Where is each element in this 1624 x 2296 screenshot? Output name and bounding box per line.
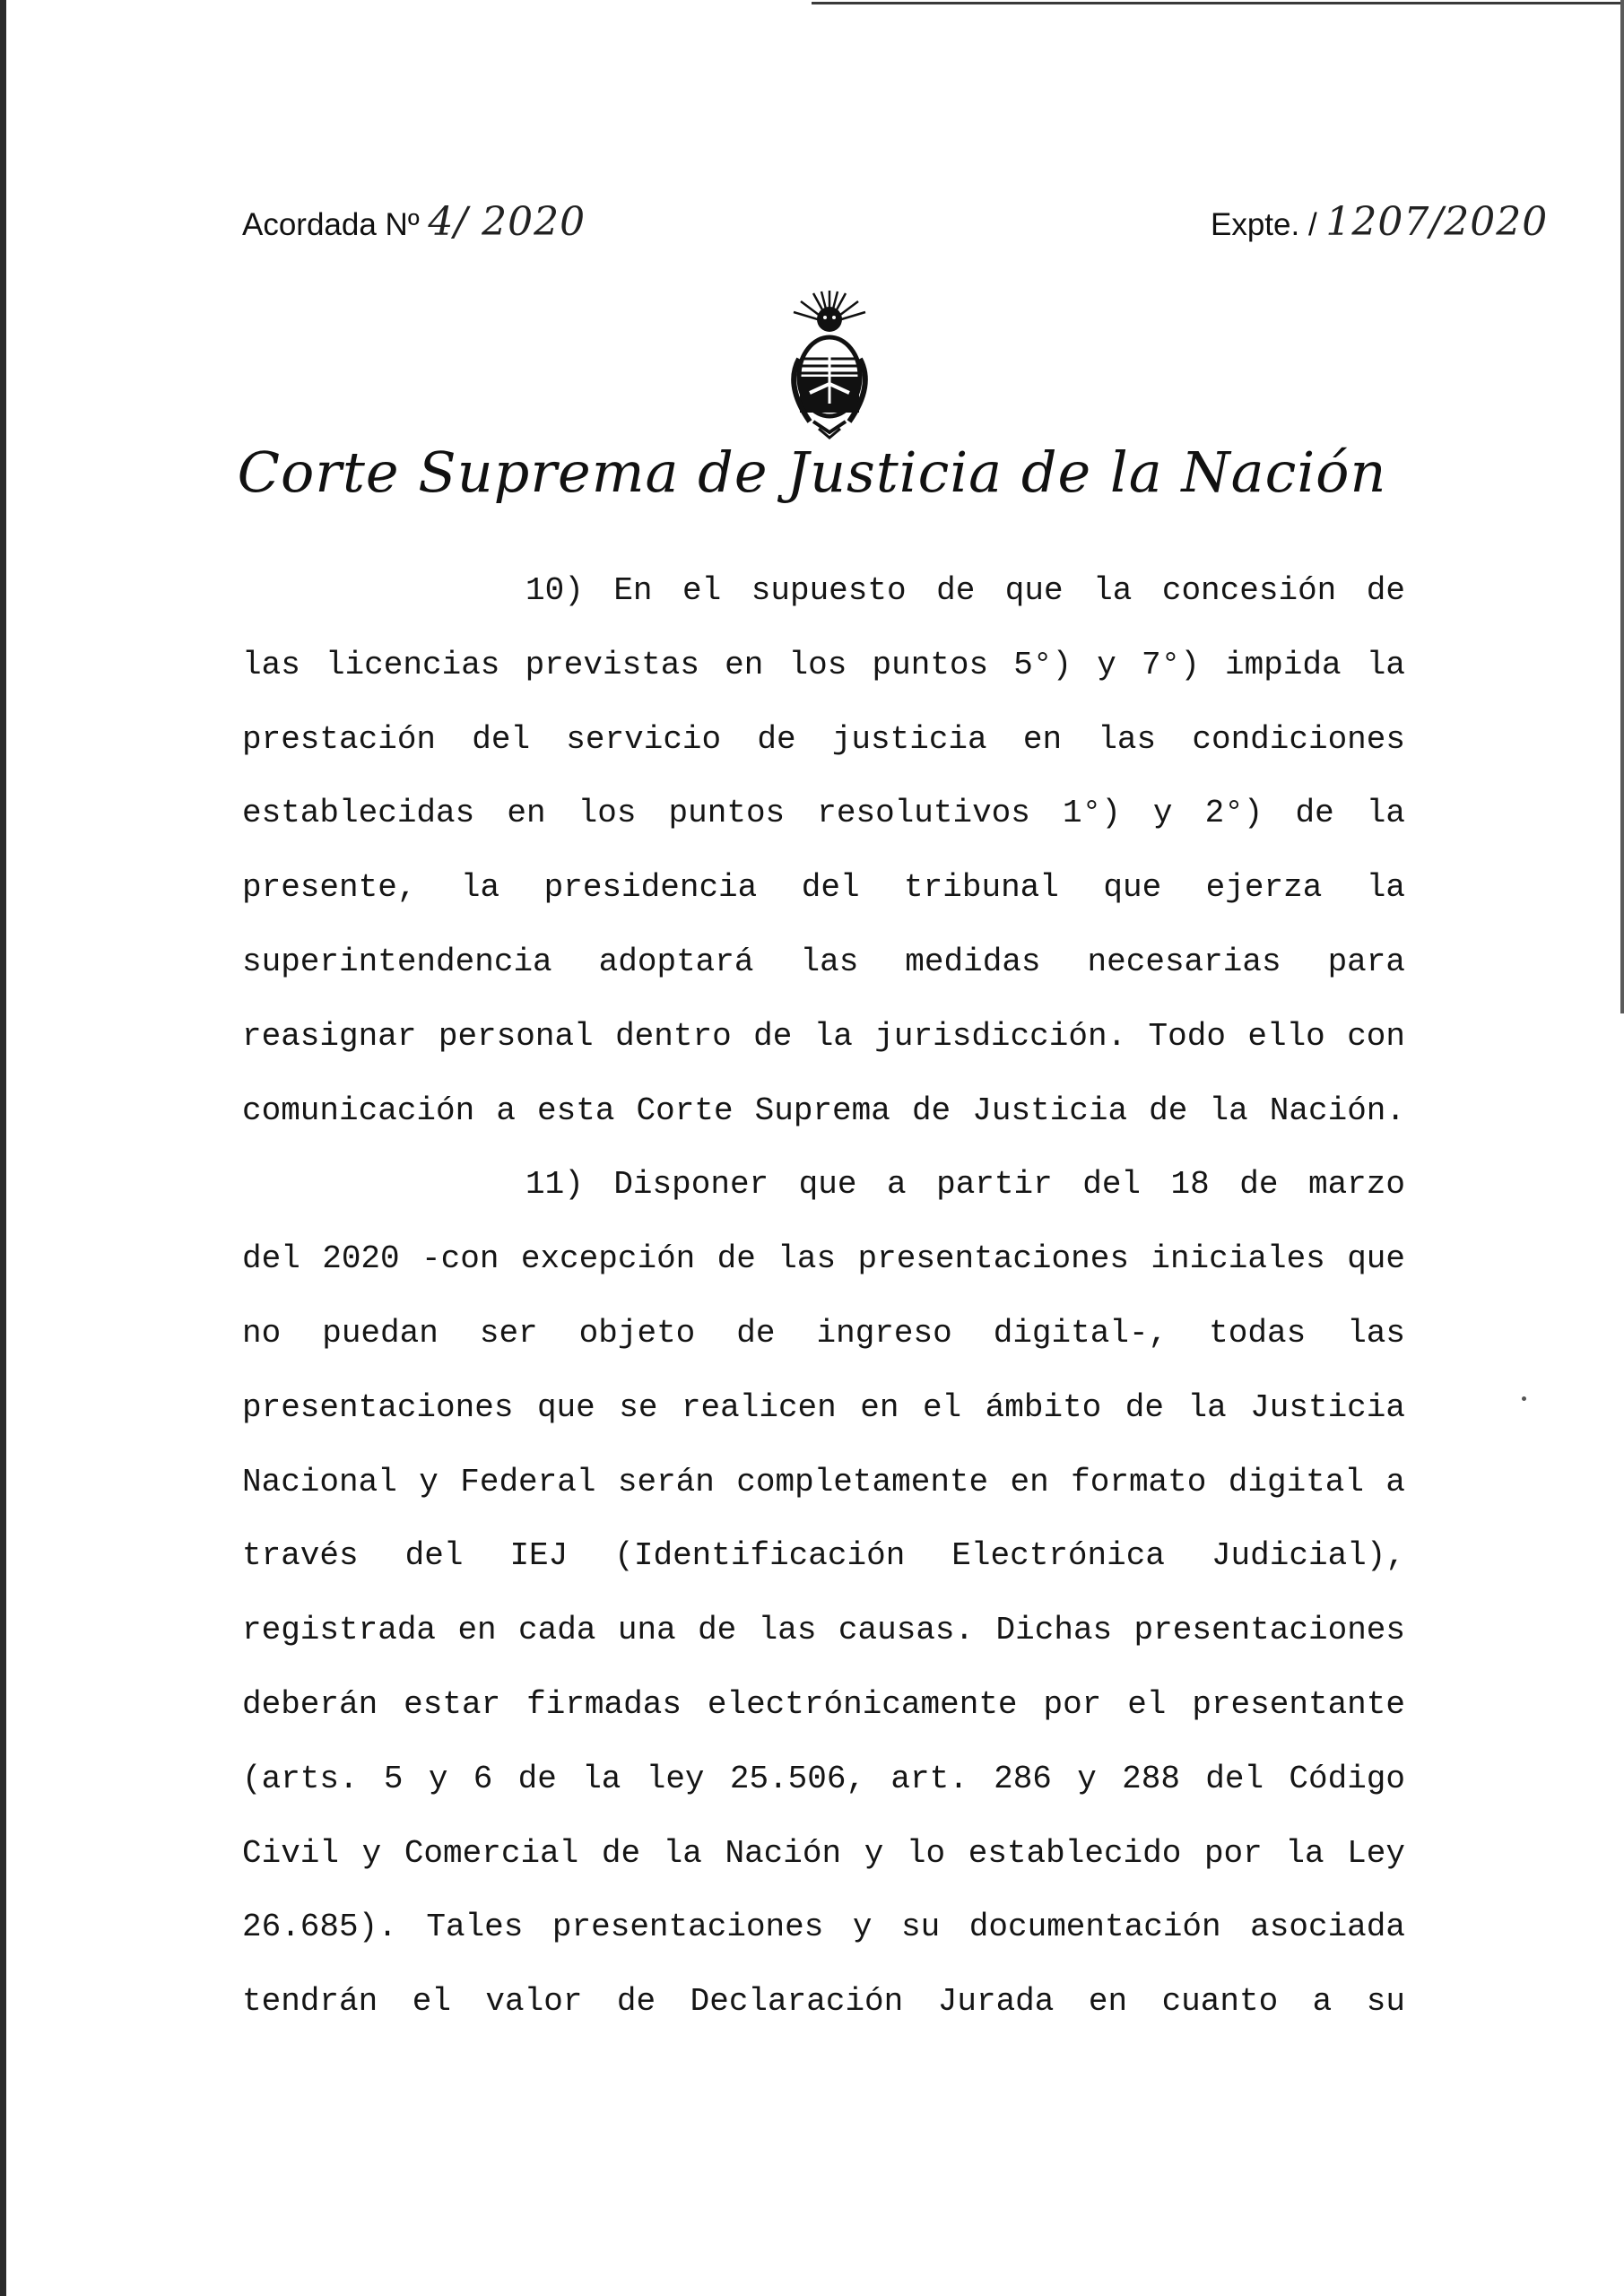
text-line: registrada en cada una de las causas. Dichas presentaciones xyxy=(242,1612,1405,1649)
text-line: no puedan ser objeto de ingreso digital-, todas las xyxy=(242,1314,1405,1352)
scan-speck xyxy=(1522,1396,1526,1401)
expediente-number xyxy=(1211,199,1548,245)
text-line: deberán estar firmadas electrónicamente por el presentante xyxy=(242,1685,1405,1723)
text-line: (arts. 5 y 6 de la ley 25.506, art. 286 y 288 del Código xyxy=(242,1760,1405,1797)
text-line: través del IEJ (Identificación Electrónica Judicial), xyxy=(242,1537,1405,1575)
text-line: presente, la presidencia del tribunal que ejerza la xyxy=(242,869,1405,907)
text-line: establecidas en los puntos resolutivos 1°) y 2°) de la xyxy=(242,795,1405,832)
text-line: del 2020 -con excepción de las presentaciones iniciales que xyxy=(242,1240,1405,1278)
text-line: superintendencia adoptará las medidas necesarias para xyxy=(242,943,1405,980)
acordada-label: Acordada Nº xyxy=(242,207,420,242)
expediente-handwritten-number: 1207/2020 xyxy=(1325,199,1549,245)
text-line: tendrán el valor de Declaración Jurada en cuanto a su xyxy=(242,1983,1405,2021)
scan-right-edge xyxy=(1620,0,1624,1013)
text-line: 11) Disponer que a partir del 18 de marzo xyxy=(525,1166,1405,1204)
scan-top-edge xyxy=(812,2,1624,4)
text-line: prestación del servicio de justicia en las condiciones xyxy=(242,720,1405,758)
text-line: presentaciones que se realicen en el ámbito de la Justicia xyxy=(242,1388,1405,1426)
document-body xyxy=(242,554,1405,2039)
text-line: 10) En el supuesto de que la concesión de xyxy=(525,572,1405,609)
text-line: las licencias previstas en los puntos 5°) y 7°) impida la xyxy=(242,646,1405,683)
acordada-number xyxy=(242,199,586,245)
acordada-handwritten-number: 4/ 2020 xyxy=(428,199,586,245)
text-line: comunicación a esta Corte Suprema de Justicia de la Nación. xyxy=(242,1091,1405,1129)
text-line: 26.685). Tales presentaciones y su documentación asociada xyxy=(242,1909,1405,1946)
text-line: Nacional y Federal serán completamente en formato digital a xyxy=(242,1463,1405,1500)
expediente-label: Expte. / xyxy=(1211,207,1317,242)
scan-left-edge xyxy=(0,0,6,2296)
national-coat-of-arms-icon xyxy=(774,287,886,439)
text-line: reasignar personal dentro de la jurisdicción. Todo ello con xyxy=(242,1017,1405,1055)
court-name-heading: Corte Suprema de Justicia de la Nación xyxy=(237,439,1387,505)
text-line: Civil y Comercial de la Nación y lo establecido por la Ley xyxy=(242,1834,1405,1872)
